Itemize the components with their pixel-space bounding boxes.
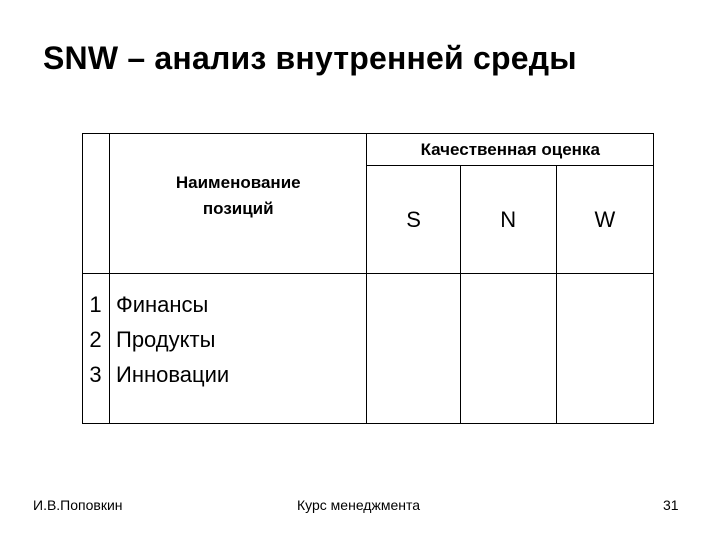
list-item — [83, 287, 373, 322]
footer-page-number: 31 — [663, 497, 679, 513]
quality-assessment-header: Качественная оценка — [367, 134, 654, 166]
slide-title: SNW – анализ внутренней среды — [43, 40, 577, 76]
item-label: Продукты — [116, 327, 216, 352]
column-s-header: S — [367, 166, 460, 274]
list-item — [83, 322, 373, 357]
item-number: 1 — [89, 292, 102, 317]
w-body-cell — [556, 274, 653, 424]
item-number: 2 — [89, 327, 102, 352]
number-header-cell — [83, 134, 110, 274]
number-body-cell — [83, 274, 230, 424]
column-w-header: W — [556, 166, 653, 274]
position-name-header — [110, 134, 367, 274]
footer-author: И.В.Поповкин — [33, 497, 123, 513]
position-name-header-line1: Наименование — [175, 173, 301, 192]
item-label: Финансы — [116, 292, 209, 317]
position-name-header-line2: позиций — [202, 199, 274, 218]
n-body-cell — [460, 274, 556, 424]
position-list — [83, 287, 373, 392]
footer-course: Курс менеджмента — [297, 497, 421, 513]
item-number: 3 — [89, 362, 102, 387]
list-item — [83, 357, 373, 392]
column-n-header: N — [460, 166, 556, 274]
snw-table — [82, 133, 654, 424]
item-label: Инновации — [116, 362, 230, 387]
s-body-cell — [367, 274, 460, 424]
